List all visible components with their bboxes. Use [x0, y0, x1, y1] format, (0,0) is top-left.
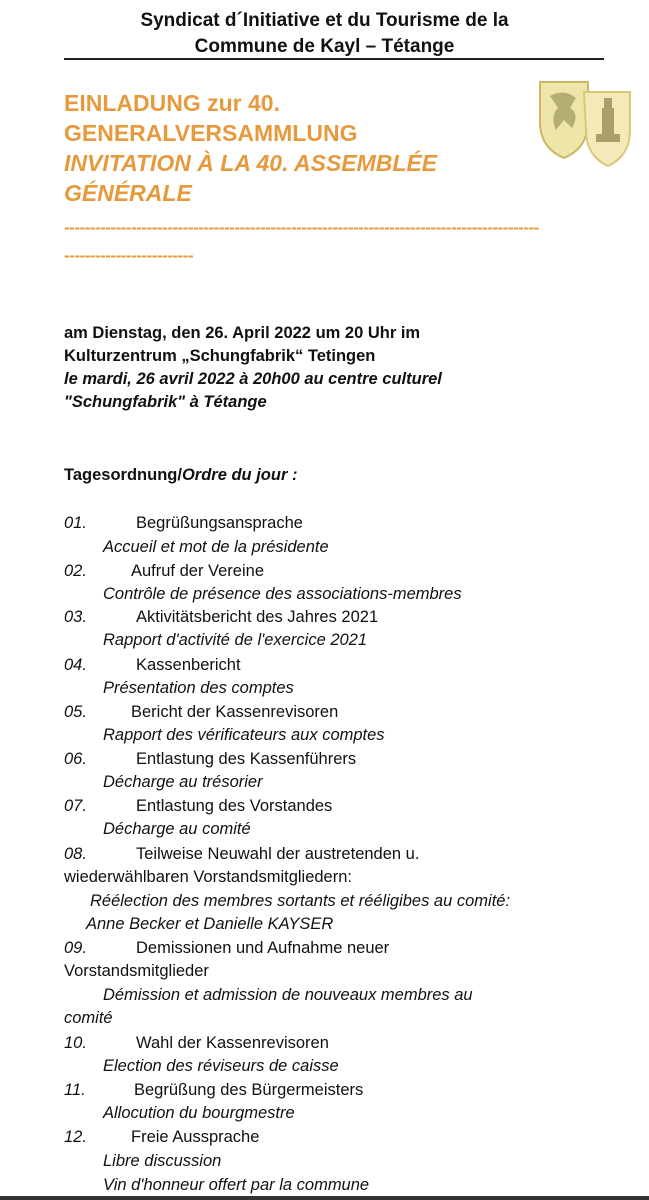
agenda-item-de: Begrüßungsansprache [136, 514, 303, 532]
agenda-heading-fr: Ordre du jour : [181, 466, 298, 484]
agenda-item-fr: Démission et admission de nouveaux membres au [103, 986, 473, 1004]
agenda-item-de-continued: wiederwählbaren Vorstandsmitgliedern: [64, 868, 352, 886]
title-fr-line-1: INVITATION À LA 40. ASSEMBLÉE [64, 150, 438, 176]
agenda-item-fr: Allocution du bourgmestre [103, 1104, 295, 1122]
agenda-item-fr: Libre discussion [103, 1152, 222, 1170]
agenda-item-fr: Réélection des membres sortants et rééligibes au comité: [90, 892, 511, 910]
agenda-item-de: Begrüßung des Bürgermeisters [134, 1081, 364, 1099]
agenda-item-fr-continued: Vin d'honneur offert par la commune [103, 1176, 370, 1194]
agenda-item-de: Entlastung des Kassenführers [136, 750, 357, 768]
coat-of-arms-icon [536, 78, 636, 170]
agenda-item-de: Teilweise Neuwahl der austretenden u. [136, 845, 420, 863]
agenda-number: 02. [64, 562, 87, 580]
meeting-date-location [64, 322, 624, 414]
agenda-number: 03. [64, 608, 87, 626]
agenda-heading [64, 466, 297, 485]
agenda-item-de: Demissionen und Aufnahme neuer [136, 939, 390, 957]
agenda-item-de-continued: Vorstandsmitglieder [64, 962, 209, 980]
agenda-number: 11. [64, 1081, 86, 1099]
agenda-item-fr: Contrôle de présence des associations-membres [103, 585, 462, 603]
bottom-edge-bar [0, 1196, 649, 1200]
agenda-item-de: Aktivitätsbericht des Jahres 2021 [136, 608, 379, 626]
agenda-item-de: Freie Aussprache [131, 1128, 260, 1146]
agenda-item-de: Bericht der Kassenrevisoren [131, 703, 339, 721]
agenda-number: 01. [64, 514, 87, 532]
when-de-line-1: am Dienstag, den 26. April 2022 um 20 Uhr im [64, 324, 421, 342]
agenda-number: 06. [64, 750, 87, 768]
agenda-number: 10. [64, 1034, 87, 1052]
invitation-title [64, 88, 534, 208]
when-fr-line-1: le mardi, 26 avril 2022 à 20h00 au centre culturel [64, 370, 442, 388]
agenda-number: 12. [64, 1128, 87, 1146]
agenda-item-de: Entlastung des Vorstandes [136, 797, 333, 815]
title-de-line-2: GENERALVERSAMMLUNG [64, 120, 358, 146]
title-fr-line-2: GÉNÉRALE [64, 180, 192, 206]
when-fr-line-2: "Schungfabrik" à Tétange [64, 393, 267, 411]
agenda-item-fr: Rapport d'activité de l'exercice 2021 [103, 631, 368, 649]
agenda-item-fr: Election des réviseurs de caisse [103, 1057, 339, 1075]
agenda-number: 05. [64, 703, 87, 721]
agenda-item-fr-continued: Anne Becker et Danielle KAYSER [86, 915, 334, 933]
organization-header [0, 8, 649, 60]
header-rule [64, 58, 604, 60]
header-line-1: Syndicat d´Initiative et du Tourisme de la [140, 10, 509, 31]
agenda-item-fr: Décharge au trésorier [103, 773, 263, 791]
agenda-number: 07. [64, 797, 87, 815]
title-de-line-1: EINLADUNG zur 40. [64, 90, 280, 116]
agenda-item-fr: Accueil et mot de la présidente [103, 538, 329, 556]
agenda-item-fr: Décharge au comité [103, 820, 251, 838]
agenda-item-de: Wahl der Kassenrevisoren [136, 1034, 329, 1052]
agenda-item-fr: Rapport des vérificateurs aux comptes [103, 726, 385, 744]
dashed-separator-1: -------------------------------------------------------------------------------------------- [64, 218, 539, 237]
agenda-item-fr: Présentation des comptes [103, 679, 294, 697]
dashed-separator-2: ------------------------- [64, 246, 194, 265]
agenda-number: 08. [64, 845, 87, 863]
when-de-line-2: Kulturzentrum „Schungfabrik“ Tetingen [64, 347, 376, 365]
agenda-heading-de: Tagesordnung/ [64, 466, 182, 484]
agenda-number: 04. [64, 656, 87, 674]
agenda-item-de: Aufruf der Vereine [131, 562, 264, 580]
agenda-number: 09. [64, 939, 87, 957]
agenda-item-de: Kassenbericht [136, 656, 241, 674]
header-line-2: Commune de Kayl – Tétange [194, 36, 455, 57]
agenda-item-fr-continued: comité [64, 1009, 113, 1027]
